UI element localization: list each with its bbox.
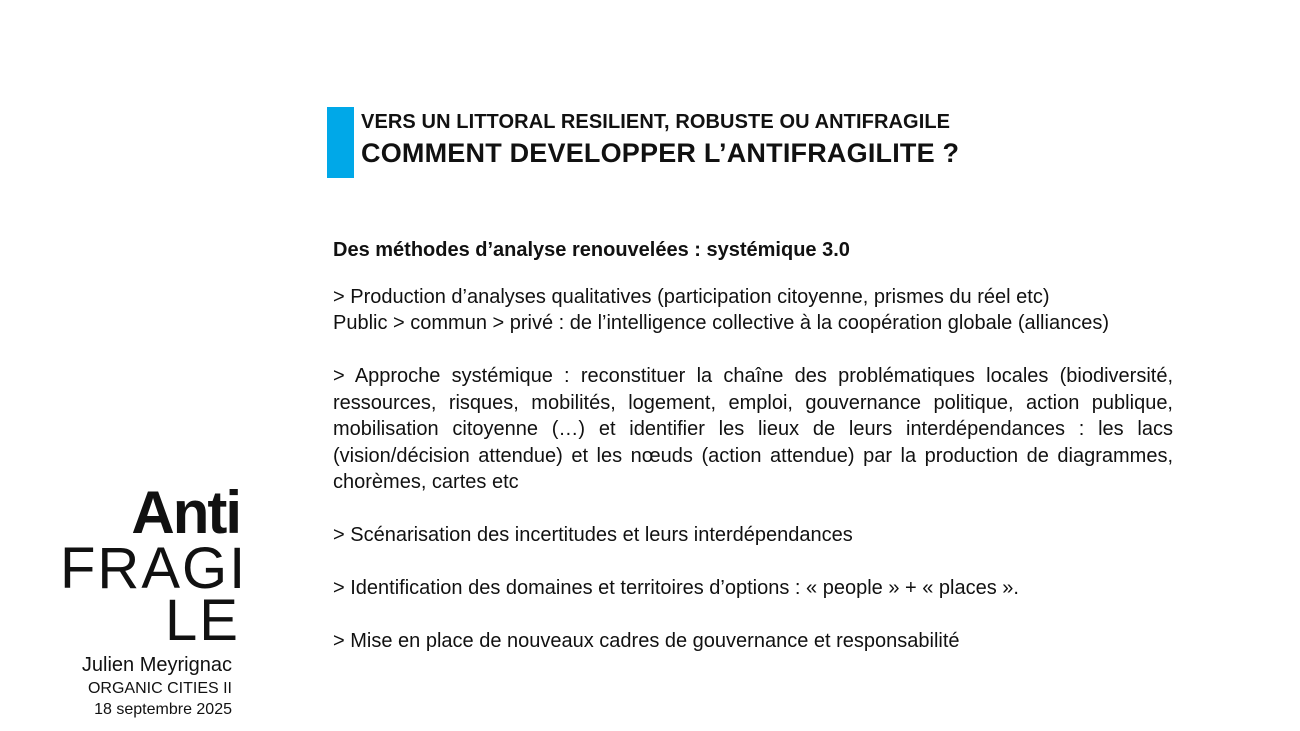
bullet-paragraph-4: > Identification des domaines et territoires d’options : « people » + « places ». [333, 577, 1019, 599]
section-subtitle: Des méthodes d’analyse renouvelées : systémique 3.0 [333, 239, 850, 261]
bullet-line-1b: Public > commun > privé : de l’intelligence collective à la coopération globale (alliances) [333, 312, 1109, 334]
bullet-paragraph-1 [333, 284, 1173, 337]
logo-line-anti: Anti [131, 479, 240, 546]
logo-line-le: LE [165, 588, 240, 653]
slide-content [333, 237, 1173, 681]
bullet-paragraph-2: > Approche systémique : reconstituer la chaîne des problématiques locales (biodiversité, ressources, risques, mobilités, logement, emploi, gouvernance politique, action publique, mobilisation citoyenne (…) et identifier les lieux de leurs interdépendances : les lacs (vision/décision attendue) et les nœuds (action attendue) par la production de diagrammes, chorèmes, cartes etc [333, 365, 1173, 493]
slide-kicker: VERS UN LITTORAL RESILIENT, ROBUSTE OU ANTIFRAGILE [361, 111, 951, 133]
bullet-paragraph-5: > Mise en place de nouveaux cadres de gouvernance et responsabilité [333, 630, 960, 652]
bullet-line-1a: > Production d’analyses qualitatives (participation citoyenne, prismes du réel etc) [333, 285, 1050, 308]
event-date: 18 septembre 2025 [94, 701, 232, 718]
antifragile-logo [60, 479, 248, 653]
bullet-paragraph-3: > Scénarisation des incertitudes et leurs interdépendances [333, 524, 853, 546]
logo-line-fragi: FRAGI [60, 536, 248, 601]
author-name: Julien Meyrignac [81, 654, 232, 676]
title-accent-bar [327, 107, 354, 178]
event-name: ORGANIC CITIES II [87, 680, 232, 697]
author-block [40, 652, 232, 720]
slide-title: COMMENT DEVELOPPER L’ANTIFRAGILITE ? [361, 138, 960, 168]
